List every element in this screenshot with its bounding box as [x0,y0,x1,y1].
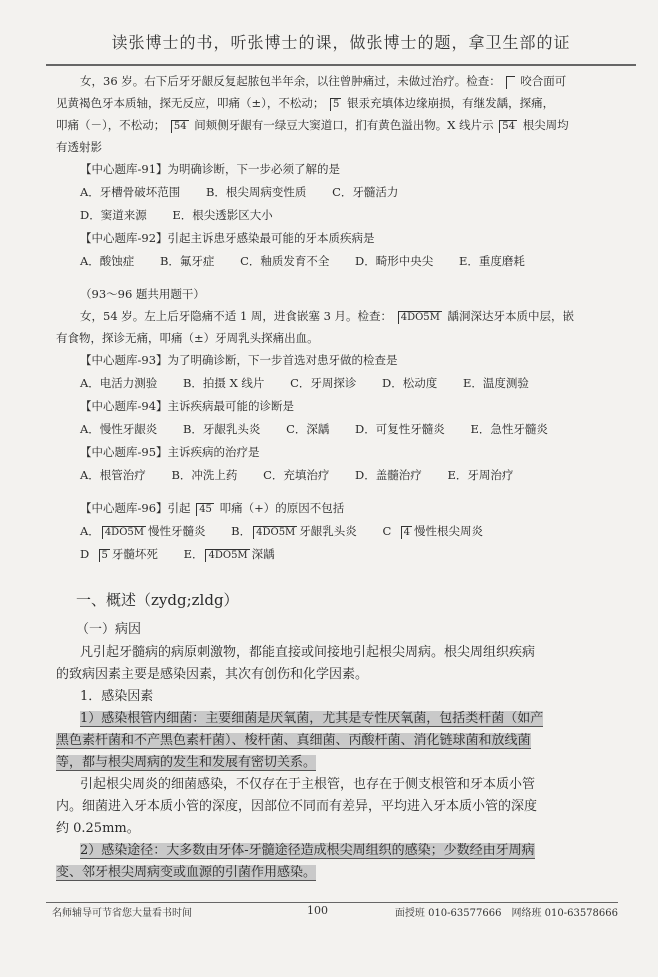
highlight-1-line1 [56,708,628,730]
tooth-notation: 4DO5M [398,311,442,324]
option: C．牙髓活力 [332,185,399,199]
case2-text-1b: 龋洞深达牙本质中层，嵌 [447,309,575,323]
option: D．可复性牙髓炎 [355,422,445,436]
tooth-notation: 45 [196,503,214,516]
highlighted-text: 等，都与根尖周病的发生和发展有密切关系。 [56,755,317,770]
tooth-notation: 4DO5M [102,526,146,539]
option-letter: C [382,524,392,538]
paragraph-2-line3: 约 0.25mm。 [56,821,140,836]
tooth-notation: 5 [330,98,341,111]
tooth-notation: 4DO5M [253,526,297,539]
question-92-options [56,250,628,273]
question-95-options [56,464,628,487]
option-letter: D [80,547,90,561]
highlight-1-line3 [56,752,628,774]
subsection-title: （一）病因 [76,622,142,637]
option: C．充填治疗 [263,468,330,482]
case2-line1 [56,305,628,327]
question-91-options-2 [56,204,628,227]
paragraph-2-line2: 内。细菌进入牙本质小管的深度，因部位不同而有差异，平均进入牙本质小管的深度 [56,799,538,814]
case1-text-2b: 银汞充填体边缘崩损，有继发龋，探痛， [347,96,555,110]
header-divider [46,64,636,66]
option-e [184,543,275,566]
option: D．窦道来源 [80,208,147,222]
case1-text-2: 见黄褐色牙本质轴，探无反应，叩痛（±），不松动； [56,96,325,110]
q96-stem-a: 【中心题库-96】引起 [80,501,191,515]
case1-text-3a: 叩痛（－），不松动； [56,118,166,132]
option: A．牙槽骨破坏范围 [80,185,181,199]
option: E．重度磨耗 [458,254,525,268]
case1-line3 [56,114,628,136]
question-91-options-1 [56,181,628,204]
main-content [56,70,628,884]
option: E．急性牙髓炎 [470,422,548,436]
question-92-stem: 【中心题库-92】引起主诉患牙感染最可能的牙本质疾病是 [80,231,375,245]
option: B．拍摄 X 线片 [182,376,265,390]
option-text: 慢性根尖周炎 [413,524,483,538]
option: A．根管治疗 [80,468,146,482]
page-number: 100 [307,904,328,917]
question-96-options-2 [56,543,628,566]
option-text: 深龋 [251,547,275,561]
paragraph-2-line1: 引起根尖周炎的细菌感染，不仅存在于主根管，也存在于侧支根管和牙本质小管 [80,777,536,792]
tooth-notation: 4DO5M [205,549,249,562]
option: E．根尖透影区大小 [172,208,273,222]
option-text: 慢性牙髓炎 [148,524,206,538]
highlighted-text: 2）感染途径：大多数由牙体-牙髓途径造成根尖周组织的感染；少数经由牙周病 [80,843,535,858]
section-title: 一、概述（zydg;zldg） [76,591,239,609]
option: C．釉质发育不全 [240,254,330,268]
highlighted-text: 黑色素杆菌和不产黑色素杆菌）、梭杆菌、真细菌、丙酸杆菌、消化链球菌和放线菌 [56,733,531,748]
option: B．根尖周病变性质 [205,185,307,199]
case2-group-label: （93～96 题共用题干） [80,287,205,301]
option: A．电活力测验 [80,376,158,390]
tooth-notation: 54 [499,120,517,133]
case1-line4: 有透射影 [56,140,102,154]
option: C．牙周探诊 [290,376,357,390]
question-95-stem: 【中心题库-95】主诉疾病的治疗是 [80,445,260,459]
option-letter: E． [183,547,204,561]
highlighted-text: 变、邻牙根尖周病变或血源的引菌作用感染。 [56,865,317,880]
highlighted-text: 1）感染根管内细菌：主要细菌是厌氧菌，尤其是专性厌氧菌，包括类杆菌（如产 [80,711,544,726]
question-96-stem [56,497,628,520]
highlight-2-line2 [56,862,628,884]
case2-line2: 有食物，探诊无痛，叩痛（±）牙周乳头探痛出血。 [56,331,319,345]
option: E．温度测验 [462,376,529,390]
tooth-notation: 54 [171,120,189,133]
option-text: 牙髓坏死 [111,547,158,561]
tooth-notation: 5 [99,549,110,562]
option: D．盖髓治疗 [355,468,422,482]
item-1-heading: 1．感染因素 [80,689,154,704]
q96-stem-b: 叩痛（+）的原因不包括 [219,501,345,515]
option: B．氟牙症 [159,254,215,268]
case2-text-1a: 女，54 岁。左上后牙隐痛不适 1 周，进食嵌塞 3 月。检查： [80,309,393,323]
option-letter: A． [80,524,100,538]
case1-text-3c: 根尖周均 [522,118,569,132]
footer-slogan: 名师辅导可节省您大量看书时间 [52,908,192,919]
option: B．牙龈乳头炎 [182,422,261,436]
footer-divider [46,902,618,903]
option: B．冲洗上药 [171,468,238,482]
question-94-stem: 【中心题库-94】主诉疾病最可能的诊断是 [80,399,295,413]
option-d [80,543,158,566]
case1-line1 [56,70,628,92]
option: D．畸形中央尖 [355,254,434,268]
option: C．深龋 [286,422,330,436]
option-letter: B． [231,524,252,538]
question-93-stem: 【中心题库-93】为了明确诊断，下一步首选对患牙做的检查是 [80,353,398,367]
page-header: 读张博士的书，听张博士的课，做张博士的题，拿卫生部的证 [111,33,571,52]
question-91-stem: 【中心题库-91】为明确诊断，下一步必须了解的是 [80,162,341,176]
tooth-notation [506,76,514,89]
tooth-notation: 4 [401,526,412,539]
case1-text-1b: 咬合面可 [520,74,567,88]
option-c [382,520,483,543]
case1-text-1: 女，36 岁。右下后牙牙龈反复起脓包半年余，以往曾肿痛过，未做过治疗。检查： [80,74,501,88]
option-a [80,520,206,543]
option-b [231,520,357,543]
option: A．酸蚀症 [80,254,135,268]
option: D．松动度 [382,376,438,390]
paragraph-1-line2: 的致病因素主要是感染因素，其次有创伤和化学因素。 [56,667,369,682]
case1-line2 [56,92,628,114]
question-93-options [56,372,628,395]
option-text: 牙龈乳头炎 [299,524,357,538]
highlight-1-line2 [56,730,628,752]
highlight-2-line1 [56,840,628,862]
question-96-options-1 [56,520,628,543]
option: E．牙周治疗 [447,468,514,482]
option: A．慢性牙龈炎 [80,422,158,436]
question-94-options [56,418,628,441]
footer-contact: 面授班 010-63577666 网络班 010-63578666 [394,908,618,919]
case1-text-3b: 间颊侧牙龈有一绿豆大窦道口，扪有黄色溢出物。X 线片示 [194,118,494,132]
paragraph-1-line1: 凡引起牙髓病的病原刺激物，都能直接或间接地引起根尖周病。根尖周组织疾病 [80,645,536,660]
